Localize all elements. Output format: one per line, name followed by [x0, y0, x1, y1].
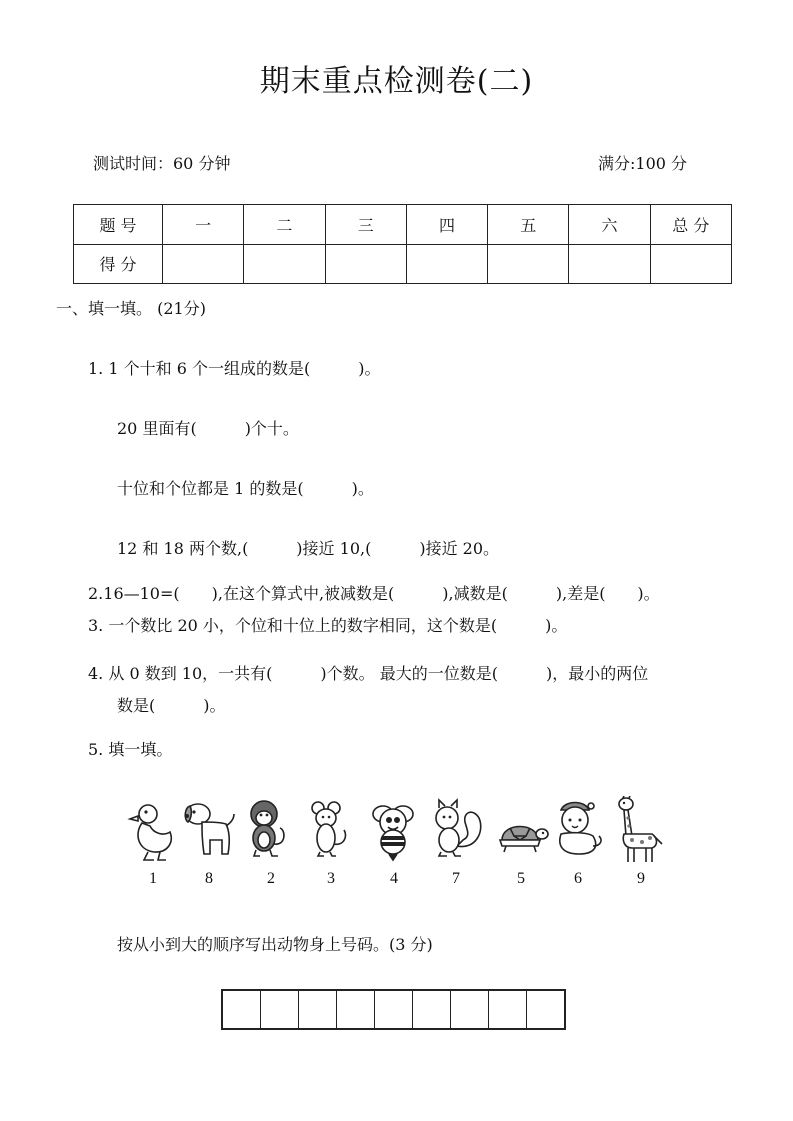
- section-1-heading: 一、填一填。 (21分): [56, 299, 206, 318]
- score-header-cell: 四: [406, 205, 487, 245]
- answer-box[interactable]: [451, 991, 489, 1028]
- dog-figure: [180, 796, 238, 896]
- dog-icon: [180, 796, 238, 866]
- score-row-label: 得 分: [74, 244, 163, 284]
- score-input-cell[interactable]: [325, 244, 406, 284]
- mouse-figure: [302, 796, 360, 896]
- squirrel-figure: [427, 796, 485, 896]
- score-table: [73, 204, 732, 284]
- animal-figures: [124, 796, 669, 896]
- animal-number: 6: [574, 870, 582, 887]
- animal-number: 1: [149, 870, 157, 887]
- bee-figure: [365, 796, 423, 896]
- answer-box[interactable]: [413, 991, 451, 1028]
- question-2: 2.16—10=( ),在这个算式中,被减数是( ),减数是( ),差是( )。: [88, 584, 660, 603]
- score-header-cell: 三: [325, 205, 406, 245]
- score-input-cell[interactable]: [406, 244, 487, 284]
- answer-box[interactable]: [261, 991, 299, 1028]
- duck-figure: [124, 796, 182, 896]
- animal-number: 8: [205, 870, 213, 887]
- score-input-cell[interactable]: [569, 244, 650, 284]
- animal-number: 2: [267, 870, 275, 887]
- score-input-cell[interactable]: [244, 244, 325, 284]
- question-5-instruction: 按从小到大的顺序写出动物身上号码。(3 分): [117, 935, 433, 954]
- giraffe-figure: [612, 796, 670, 896]
- cat-figure: [549, 796, 607, 896]
- animal-number: 5: [517, 870, 525, 887]
- answer-boxes: [221, 989, 566, 1030]
- page-title: 期末重点检测卷(二): [259, 64, 534, 99]
- answer-box[interactable]: [527, 991, 564, 1028]
- score-header-cell: 五: [488, 205, 569, 245]
- turtle-figure: [492, 796, 550, 896]
- turtle-icon: [492, 796, 550, 866]
- mouse-icon: [302, 796, 360, 866]
- question-1-part-d: 12 和 18 两个数,( )接近 10,( )接近 20。: [117, 539, 500, 558]
- question-4-line-2: 数是( )。: [117, 696, 226, 715]
- score-header-cell: 题 号: [74, 205, 163, 245]
- question-1-part-c: 十位和个位都是 1 的数是( )。: [117, 479, 374, 498]
- test-time: 测试时间：60 分钟: [93, 154, 231, 173]
- answer-box[interactable]: [337, 991, 375, 1028]
- bee-icon: [365, 796, 423, 866]
- score-input-cell[interactable]: [650, 244, 731, 284]
- animal-number: 7: [452, 870, 460, 887]
- question-1-part-b: 20 里面有( )个十。: [117, 419, 299, 438]
- question-1-part-a: 1. 1 个十和 6 个一组成的数是( )。: [88, 359, 381, 378]
- squirrel-icon: [427, 796, 485, 866]
- duck-icon: [124, 796, 182, 866]
- score-table-header-row: [74, 205, 732, 245]
- question-4-line-1: 4. 从 0 数到 10，一共有( )个数。 最大的一位数是( )，最小的两位: [88, 664, 649, 683]
- animal-number: 3: [327, 870, 335, 887]
- question-5: 5. 填一填。: [88, 740, 173, 759]
- score-header-cell: 总 分: [650, 205, 731, 245]
- answer-box[interactable]: [375, 991, 413, 1028]
- monkey-figure: [242, 796, 300, 896]
- score-input-cell[interactable]: [488, 244, 569, 284]
- full-score: 满分:100 分: [598, 154, 688, 173]
- answer-box[interactable]: [223, 991, 261, 1028]
- answer-box[interactable]: [489, 991, 527, 1028]
- cat-icon: [549, 796, 607, 866]
- giraffe-icon: [612, 796, 670, 868]
- score-input-cell[interactable]: [163, 244, 244, 284]
- score-table-score-row: [74, 244, 732, 284]
- monkey-icon: [242, 796, 300, 866]
- score-header-cell: 一: [163, 205, 244, 245]
- question-3: 3. 一个数比 20 小，个位和十位上的数字相同，这个数是( )。: [88, 616, 568, 635]
- score-header-cell: 二: [244, 205, 325, 245]
- animal-number: 9: [637, 870, 645, 887]
- score-header-cell: 六: [569, 205, 650, 245]
- animal-number: 4: [390, 870, 398, 887]
- answer-box[interactable]: [299, 991, 337, 1028]
